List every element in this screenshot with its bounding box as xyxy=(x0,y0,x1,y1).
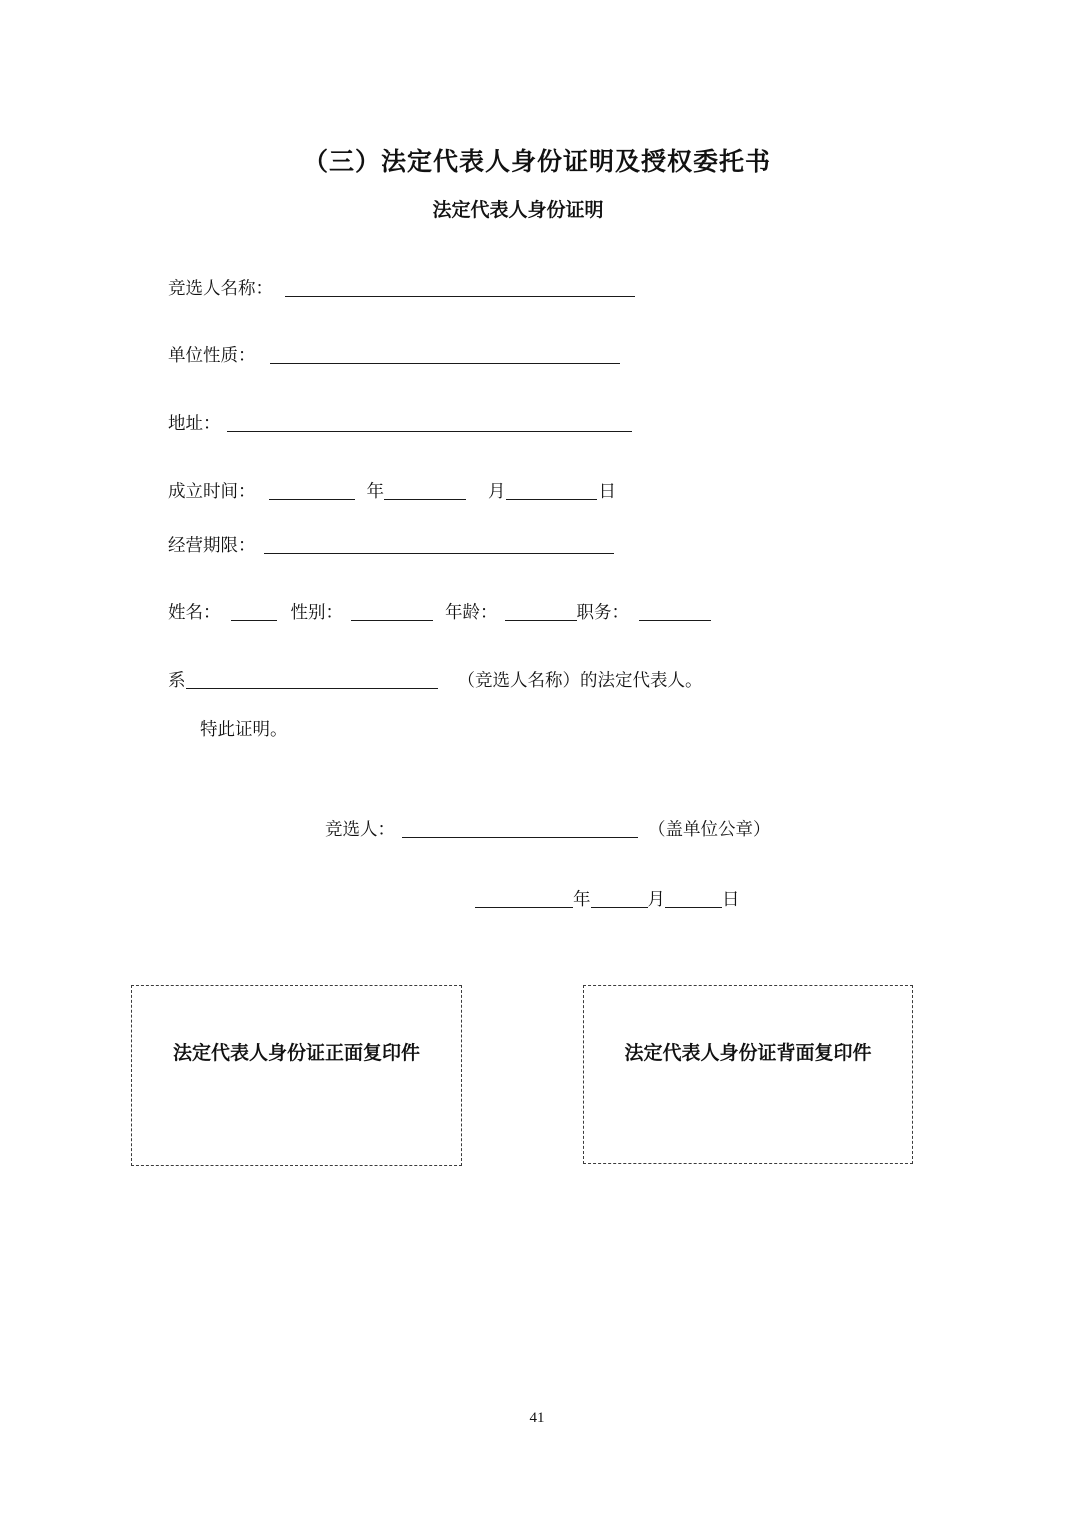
date-row xyxy=(475,888,740,910)
established-label: 成立时间： xyxy=(168,481,256,501)
established-year-blank xyxy=(269,485,355,500)
person-position-blank xyxy=(639,606,711,621)
bidder-name-label: 竞选人名称： xyxy=(168,278,273,298)
established-month-label: 月 xyxy=(488,481,506,501)
date-day-blank xyxy=(665,893,722,908)
business-term-label: 经营期限： xyxy=(168,535,256,555)
relation-suffix: （竞选人名称）的法定代表人。 xyxy=(457,670,703,690)
bidder-name-blank xyxy=(285,282,635,297)
date-day-label: 日 xyxy=(722,889,740,909)
field-row-unit-nature xyxy=(168,344,620,366)
person-name-blank xyxy=(231,606,277,621)
signature-label: 竞选人： xyxy=(325,819,395,839)
page-number: 41 xyxy=(529,1410,545,1426)
id-back-copy-box xyxy=(583,985,913,1164)
field-row-bidder-name xyxy=(168,277,635,299)
page-subtitle: 法定代表人身份证明 xyxy=(432,200,604,221)
address-label: 地址： xyxy=(168,413,221,433)
person-name-label: 姓名： xyxy=(168,602,221,622)
established-year-label: 年 xyxy=(366,481,384,501)
person-age-label: 年龄： xyxy=(445,602,498,622)
id-back-copy-label: 法定代表人身份证背面复印件 xyxy=(624,1043,872,1064)
id-front-copy-label: 法定代表人身份证正面复印件 xyxy=(172,1043,420,1064)
signature-blank xyxy=(402,823,638,838)
established-day-label: 日 xyxy=(598,481,616,501)
person-age-blank xyxy=(505,606,577,621)
business-term-blank xyxy=(264,539,614,554)
person-position-label: 职务： xyxy=(576,602,629,622)
person-gender-blank xyxy=(351,606,433,621)
address-blank xyxy=(227,417,632,432)
established-month-blank xyxy=(384,485,466,500)
established-day-blank xyxy=(506,485,597,500)
id-front-copy-box xyxy=(131,985,462,1166)
hereby-statement: 特此证明。 xyxy=(200,719,288,739)
date-year-blank xyxy=(475,893,573,908)
date-year-label: 年 xyxy=(573,889,591,909)
unit-nature-label: 单位性质： xyxy=(168,345,256,365)
date-month-blank xyxy=(591,893,648,908)
seal-note: （盖单位公章） xyxy=(648,819,771,839)
signature-row xyxy=(325,818,771,840)
field-row-business-term xyxy=(168,534,614,556)
unit-nature-blank xyxy=(270,349,620,364)
field-row-relation xyxy=(168,669,703,691)
date-month-label: 月 xyxy=(647,889,665,909)
relation-prefix: 系 xyxy=(168,670,186,690)
field-row-address xyxy=(168,412,632,434)
field-row-person xyxy=(168,601,711,623)
field-row-established xyxy=(168,480,616,502)
person-gender-label: 性别： xyxy=(290,602,343,622)
relation-blank xyxy=(186,674,438,689)
page-title: （三）法定代表人身份证明及授权委托书 xyxy=(302,149,771,176)
